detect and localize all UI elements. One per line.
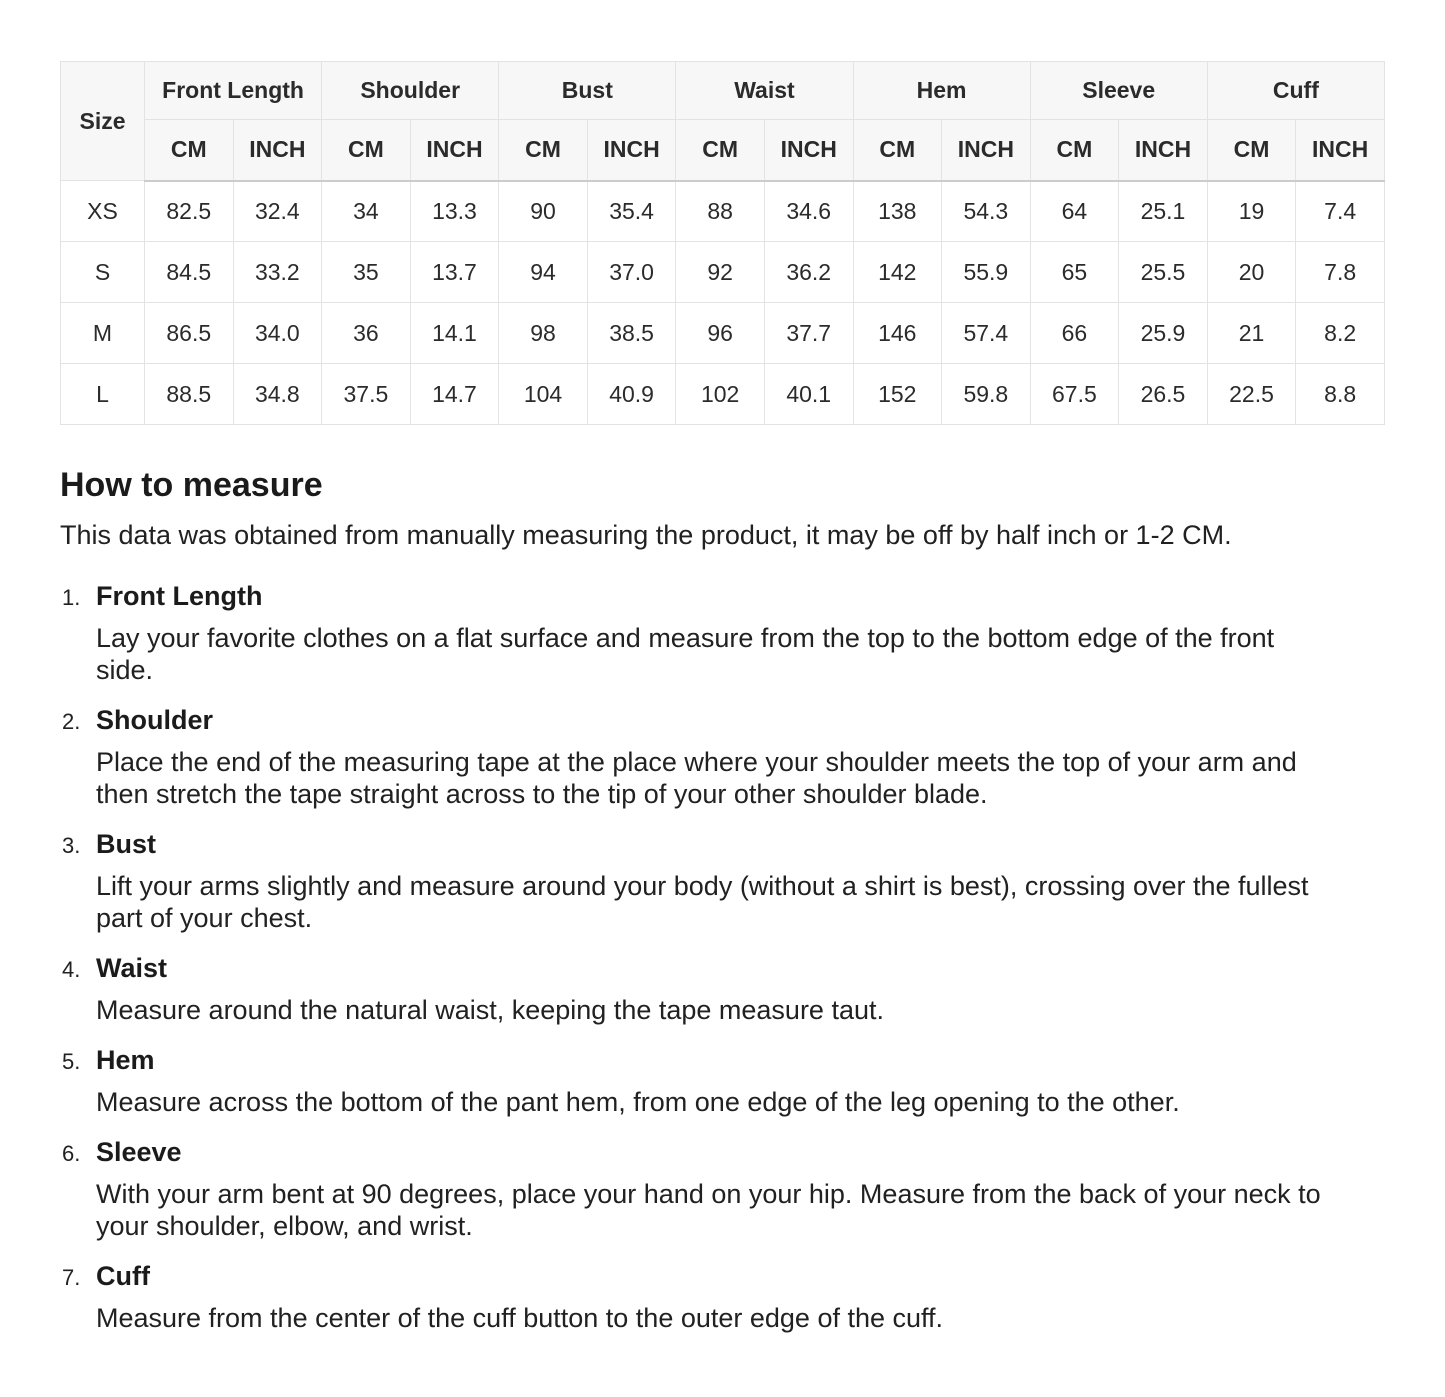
item-description: Place the end of the measuring tape at the place where your shoulder meets the top of your arm and then stretch the tape straight across to the tip of your other shoulder blade. — [96, 747, 1297, 809]
group-header-sleeve: Sleeve — [1030, 62, 1207, 120]
measure-instruction-item — [60, 580, 1385, 686]
item-description: Lift your arms slightly and measure around your body (without a shirt is best), crossing over the fullest part of your chest. — [96, 871, 1309, 933]
size-cell: XS — [61, 181, 145, 242]
size-cell: S — [61, 242, 145, 303]
group-header-bust: Bust — [499, 62, 676, 120]
item-number: 6. — [62, 1141, 81, 1166]
value-cell: 88 — [676, 181, 765, 242]
value-cell: 38.5 — [587, 303, 676, 364]
item-title: Waist — [96, 953, 168, 983]
unit-header-cm: CM — [499, 120, 588, 181]
unit-header-cm: CM — [676, 120, 765, 181]
value-cell: 152 — [853, 364, 942, 425]
value-cell: 7.8 — [1296, 242, 1385, 303]
value-cell: 55.9 — [942, 242, 1031, 303]
value-cell: 14.7 — [410, 364, 499, 425]
item-number: 2. — [62, 709, 81, 734]
value-cell: 88.5 — [145, 364, 234, 425]
value-cell: 25.5 — [1119, 242, 1208, 303]
value-cell: 92 — [676, 242, 765, 303]
unit-header-cm: CM — [1030, 120, 1119, 181]
value-cell: 8.8 — [1296, 364, 1385, 425]
item-description: Measure from the center of the cuff button to the outer edge of the cuff. — [96, 1303, 944, 1333]
value-cell: 37.5 — [322, 364, 411, 425]
value-cell: 65 — [1030, 242, 1119, 303]
unit-header-inch: INCH — [587, 120, 676, 181]
value-cell: 35.4 — [587, 181, 676, 242]
value-cell: 36.2 — [764, 242, 853, 303]
group-header-hem: Hem — [853, 62, 1030, 120]
measure-instruction-item — [60, 1044, 1385, 1118]
value-cell: 20 — [1207, 242, 1296, 303]
value-cell: 13.7 — [410, 242, 499, 303]
size-cell: M — [61, 303, 145, 364]
group-header-cuff: Cuff — [1207, 62, 1384, 120]
size-corner-header: Size — [61, 62, 145, 181]
item-description: Lay your favorite clothes on a flat surface and measure from the top to the bottom edge of the front side. — [96, 623, 1275, 685]
value-cell: 94 — [499, 242, 588, 303]
value-cell: 14.1 — [410, 303, 499, 364]
value-cell: 142 — [853, 242, 942, 303]
value-cell: 37.0 — [587, 242, 676, 303]
value-cell: 34.6 — [764, 181, 853, 242]
value-cell: 84.5 — [145, 242, 234, 303]
item-number: 7. — [62, 1265, 81, 1290]
unit-header-inch: INCH — [1296, 120, 1385, 181]
size-cell: L — [61, 364, 145, 425]
unit-header-cm: CM — [1207, 120, 1296, 181]
group-header-waist: Waist — [676, 62, 853, 120]
value-cell: 102 — [676, 364, 765, 425]
group-header-shoulder: Shoulder — [322, 62, 499, 120]
value-cell: 19 — [1207, 181, 1296, 242]
value-cell: 59.8 — [942, 364, 1031, 425]
value-cell: 32.4 — [233, 181, 322, 242]
item-number: 3. — [62, 833, 81, 858]
measure-instruction-item — [60, 704, 1385, 810]
item-number: 5. — [62, 1049, 81, 1074]
unit-header-inch: INCH — [233, 120, 322, 181]
value-cell: 22.5 — [1207, 364, 1296, 425]
value-cell: 34.8 — [233, 364, 322, 425]
group-header-front-length: Front Length — [145, 62, 322, 120]
measure-instruction-item — [60, 828, 1385, 934]
measure-disclaimer-text: This data was obtained from manually measuring the product, it may be off by half inch or 1-2 CM. — [60, 520, 1232, 550]
value-cell: 25.9 — [1119, 303, 1208, 364]
item-title: Cuff — [96, 1261, 150, 1291]
unit-header-cm: CM — [145, 120, 234, 181]
value-cell: 98 — [499, 303, 588, 364]
value-cell: 21 — [1207, 303, 1296, 364]
value-cell: 96 — [676, 303, 765, 364]
measure-instructions-list — [60, 580, 1385, 1334]
value-cell: 33.2 — [233, 242, 322, 303]
value-cell: 138 — [853, 181, 942, 242]
size-chart-header — [61, 62, 1385, 181]
measure-instruction-item — [60, 1260, 1385, 1334]
value-cell: 86.5 — [145, 303, 234, 364]
value-cell: 37.7 — [764, 303, 853, 364]
unit-header-inch: INCH — [764, 120, 853, 181]
table-row-xs — [61, 181, 1385, 242]
value-cell: 7.4 — [1296, 181, 1385, 242]
unit-header-cm: CM — [322, 120, 411, 181]
value-cell: 54.3 — [942, 181, 1031, 242]
value-cell: 13.3 — [410, 181, 499, 242]
measure-instruction-item — [60, 952, 1385, 1026]
item-description: Measure across the bottom of the pant hem, from one edge of the leg opening to the other. — [96, 1087, 1180, 1117]
unit-header-cm: CM — [853, 120, 942, 181]
table-row-s — [61, 242, 1385, 303]
table-row-m — [61, 303, 1385, 364]
value-cell: 25.1 — [1119, 181, 1208, 242]
unit-header-inch: INCH — [1119, 120, 1208, 181]
measure-instruction-item — [60, 1136, 1385, 1242]
value-cell: 66 — [1030, 303, 1119, 364]
value-cell: 40.9 — [587, 364, 676, 425]
value-cell: 57.4 — [942, 303, 1031, 364]
unit-header-inch: INCH — [410, 120, 499, 181]
item-title: Sleeve — [96, 1137, 182, 1167]
value-cell: 104 — [499, 364, 588, 425]
value-cell: 34.0 — [233, 303, 322, 364]
how-to-measure-heading: How to measure — [60, 466, 323, 504]
size-chart-table — [60, 61, 1385, 425]
value-cell: 67.5 — [1030, 364, 1119, 425]
value-cell: 8.2 — [1296, 303, 1385, 364]
value-cell: 40.1 — [764, 364, 853, 425]
item-title: Bust — [96, 829, 156, 859]
item-description: With your arm bent at 90 degrees, place your hand on your hip. Measure from the back of your neck to your shoulder, elbow, and wrist. — [96, 1179, 1321, 1241]
item-number: 1. — [62, 585, 81, 610]
value-cell: 35 — [322, 242, 411, 303]
value-cell: 90 — [499, 181, 588, 242]
item-description: Measure around the natural waist, keeping the tape measure taut. — [96, 995, 884, 1025]
item-title: Front Length — [96, 581, 263, 611]
value-cell: 82.5 — [145, 181, 234, 242]
value-cell: 34 — [322, 181, 411, 242]
value-cell: 146 — [853, 303, 942, 364]
item-title: Hem — [96, 1045, 155, 1075]
item-title: Shoulder — [96, 705, 214, 735]
value-cell: 36 — [322, 303, 411, 364]
item-number: 4. — [62, 957, 81, 982]
unit-header-inch: INCH — [942, 120, 1031, 181]
table-row-l — [61, 364, 1385, 425]
value-cell: 64 — [1030, 181, 1119, 242]
value-cell: 26.5 — [1119, 364, 1208, 425]
